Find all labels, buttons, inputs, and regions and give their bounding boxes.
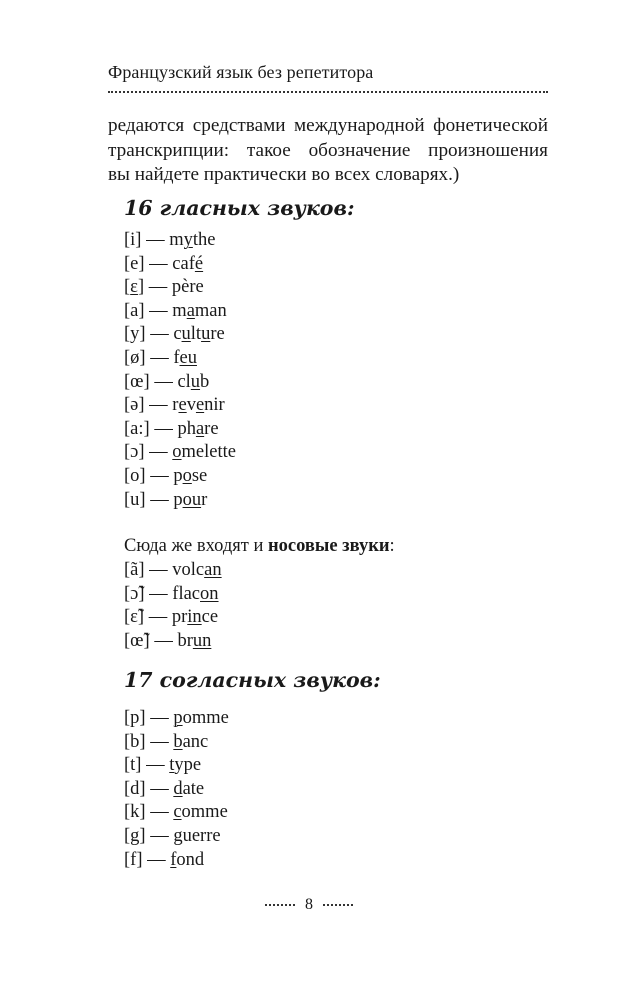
text-segment: cl [177,371,191,392]
text-segment: man [194,300,227,321]
text-segment: [k] [124,802,146,823]
dash: — [145,708,174,728]
text-segment: lt [190,324,202,345]
ipa-symbol [124,755,141,775]
ipa-symbol [124,826,146,846]
ipa-symbol [124,584,145,604]
text-segment: [a] [124,300,145,321]
underlined-letters: in [187,607,202,628]
underlined-letters: t [169,755,175,776]
text-segment: ond [176,849,205,870]
text-segment: [ɔ̃] [124,583,145,604]
sound-entry [124,394,236,418]
text-segment: re [210,324,225,345]
text-segment: [u] [124,489,146,510]
text-segment: m [169,230,184,250]
text-segment: [d] [124,778,146,799]
paragraph-line: транскрипции: такое обозначение произношения [108,139,548,161]
example-word [177,631,211,651]
sound-entry [124,630,222,654]
ipa-symbol [124,708,146,728]
example-word [173,466,207,486]
text-segment: [p] [124,708,146,728]
text-segment: [b] [124,731,146,752]
dash: — [145,324,174,345]
text-segment: [œ̃] [124,630,150,651]
ipa-symbol [124,324,146,344]
dash: — [144,395,173,416]
text-segment: flac [172,583,201,604]
dash: — [149,371,178,392]
vowels-heading: 16 гласных звуков: [124,196,355,220]
sound-entry [124,276,236,300]
dash: — [144,300,173,321]
ipa-symbol [124,560,145,580]
underlined-letters: c [173,802,182,823]
footer-dots [265,904,295,906]
example-word [173,348,197,368]
ipa-symbol [124,254,145,274]
example-word [172,560,221,580]
example-word [172,607,218,627]
paragraph-line: редаются средствами международной фонетической [108,115,548,136]
text-segment: v [186,395,196,416]
intro-colon: : [389,536,395,556]
underlined-letters: p [173,708,183,728]
underlined-letters: ou [182,489,202,510]
dash: — [145,802,174,823]
dash: — [145,347,174,368]
dash: — [144,253,173,274]
example-word [169,755,201,775]
text-segment: p [173,489,183,510]
sound-entry [124,418,236,442]
underlined-letters: u [201,324,211,345]
text-segment: f [173,347,180,368]
text-segment: [a:] [124,418,150,439]
sound-entry [124,606,222,630]
example-word [173,732,208,752]
text-segment: pr [171,607,188,628]
ipa-symbol [124,631,150,651]
ipa-symbol [124,372,150,392]
ipa-symbol [124,277,144,297]
text-segment: [f] [124,849,143,870]
underlined-letters: un [192,630,212,651]
example-word [170,850,204,870]
text-segment: omme [182,708,229,728]
ipa-symbol [124,442,145,462]
underlined-letters: on [200,583,219,604]
sound-entry [124,441,236,465]
sound-entry [124,300,236,324]
ipa-symbol [124,607,144,627]
dash: — [142,849,171,870]
intro-text: Сюда же входят и [124,536,268,556]
example-word [173,802,227,822]
underlined-letters: b [173,731,183,752]
sound-entry [124,707,229,731]
dash: — [145,731,174,752]
text-segment: caf [172,253,195,274]
underlined-letters: a [195,418,205,439]
text-segment: re [204,418,219,439]
text-segment: omme [181,802,228,823]
sound-entry [124,583,222,607]
paragraph-line: вы найдете практически во всех словарях.) [108,164,460,185]
ipa-symbol [124,732,146,752]
sound-entry [124,801,229,825]
ipa-symbol [124,490,146,510]
dash: — [141,755,170,776]
dash: — [145,778,174,799]
text-segment: ph [177,418,196,439]
example-word [172,584,218,604]
example-word [177,419,218,439]
underlined-letters: u [181,324,191,345]
running-header: Французский язык без репетитора [108,62,374,82]
dash: — [149,630,178,651]
dash: — [145,825,174,846]
underlined-letters: y [183,230,193,250]
text-segment: m [172,300,187,321]
consonants-heading: 17 согласных звуков: [124,668,381,692]
underlined-letters: g [173,825,183,846]
consonants-list [124,707,229,872]
text-segment: br [177,630,193,651]
example-word [172,254,203,274]
text-segment: ] [137,277,145,298]
underlined-letters: an [204,560,222,580]
dash: — [141,230,170,250]
text-segment: the [192,230,216,250]
text-segment: [ə] [124,395,145,416]
underlined-letters: u [190,371,201,392]
ipa-symbol [124,348,146,368]
text-segment: [e] [124,253,145,274]
text-segment: anc [182,731,209,752]
example-word [173,490,207,510]
example-word [173,779,204,799]
underlined-letters: e [178,395,187,416]
dash: — [145,489,174,510]
text-segment: ype [174,755,202,776]
nasal-intro [124,536,395,557]
text-segment: ce [201,607,219,628]
text-segment: r [201,489,208,510]
underlined-letters: d [173,778,183,799]
example-word [172,301,226,321]
underlined-letters: o [182,465,192,486]
ipa-symbol [124,850,142,870]
sound-entry [124,849,229,873]
ipa-symbol [124,466,146,486]
sound-entry [124,489,236,513]
page-number: 8 [305,896,313,913]
text-segment: [i] [124,230,142,250]
underlined-letters: o [172,442,182,463]
dash: — [144,277,172,298]
ipa-symbol [124,230,141,250]
text-segment: b [200,371,210,392]
ipa-symbol [124,419,150,439]
text-segment: [t] [124,755,142,776]
underlined-letters: eu [179,347,197,368]
dash: — [144,442,173,463]
text-segment: [ɛ̃] [124,607,145,628]
text-segment: [g] [124,825,146,846]
vowels-list [124,229,236,512]
example-word [172,277,204,297]
text-segment: [ø] [124,347,146,368]
text-segment: [o] [124,465,146,486]
text-segment: volc [172,560,205,580]
underlined-letters: a [186,300,195,321]
text-segment: uerre [182,825,221,846]
sound-entry [124,347,236,371]
text-segment: c [173,324,182,345]
sound-entry [124,559,222,583]
body-paragraph [108,114,548,188]
text-segment: p [173,465,183,486]
sound-entry [124,465,236,489]
sound-entry [124,778,229,802]
footer-dots [323,904,353,906]
sound-entry [124,253,236,277]
page-footer [0,896,618,914]
intro-bold: носовые звуки [268,536,390,556]
sound-entry [124,731,229,755]
underlined-letters: ɛ [130,277,138,298]
sound-entry [124,323,236,347]
sound-entry [124,229,236,253]
text-segment: [y] [124,324,146,345]
sound-entry [124,754,229,778]
ipa-symbol [124,779,146,799]
text-segment: nir [204,395,225,416]
text-segment: ate [182,778,205,799]
dash: — [145,465,174,486]
text-segment: [ɔ] [124,442,145,463]
example-word [172,395,224,415]
text-segment: [ã] [124,560,145,580]
text-segment: [ [124,277,131,298]
text-segment: [œ] [124,371,150,392]
text-segment: melette [181,442,236,463]
example-word [169,230,215,250]
nasals-list [124,559,222,653]
example-word [173,324,224,344]
dash: — [149,418,178,439]
underlined-letters: é [194,253,204,274]
example-word [172,442,236,462]
dash: — [144,560,173,580]
example-word [173,708,229,728]
text-segment: père [171,277,204,298]
underlined-letters: e [195,395,205,416]
header-divider [108,91,548,93]
ipa-symbol [124,802,146,822]
underlined-letters: f [170,849,177,870]
sound-entry [124,825,229,849]
dash: — [144,607,172,628]
sound-entry [124,371,236,395]
dash: — [144,583,173,604]
text-segment: se [191,465,208,486]
text-segment: r [172,395,179,416]
example-word [173,826,220,846]
ipa-symbol [124,395,145,415]
example-word [177,372,209,392]
ipa-symbol [124,301,145,321]
